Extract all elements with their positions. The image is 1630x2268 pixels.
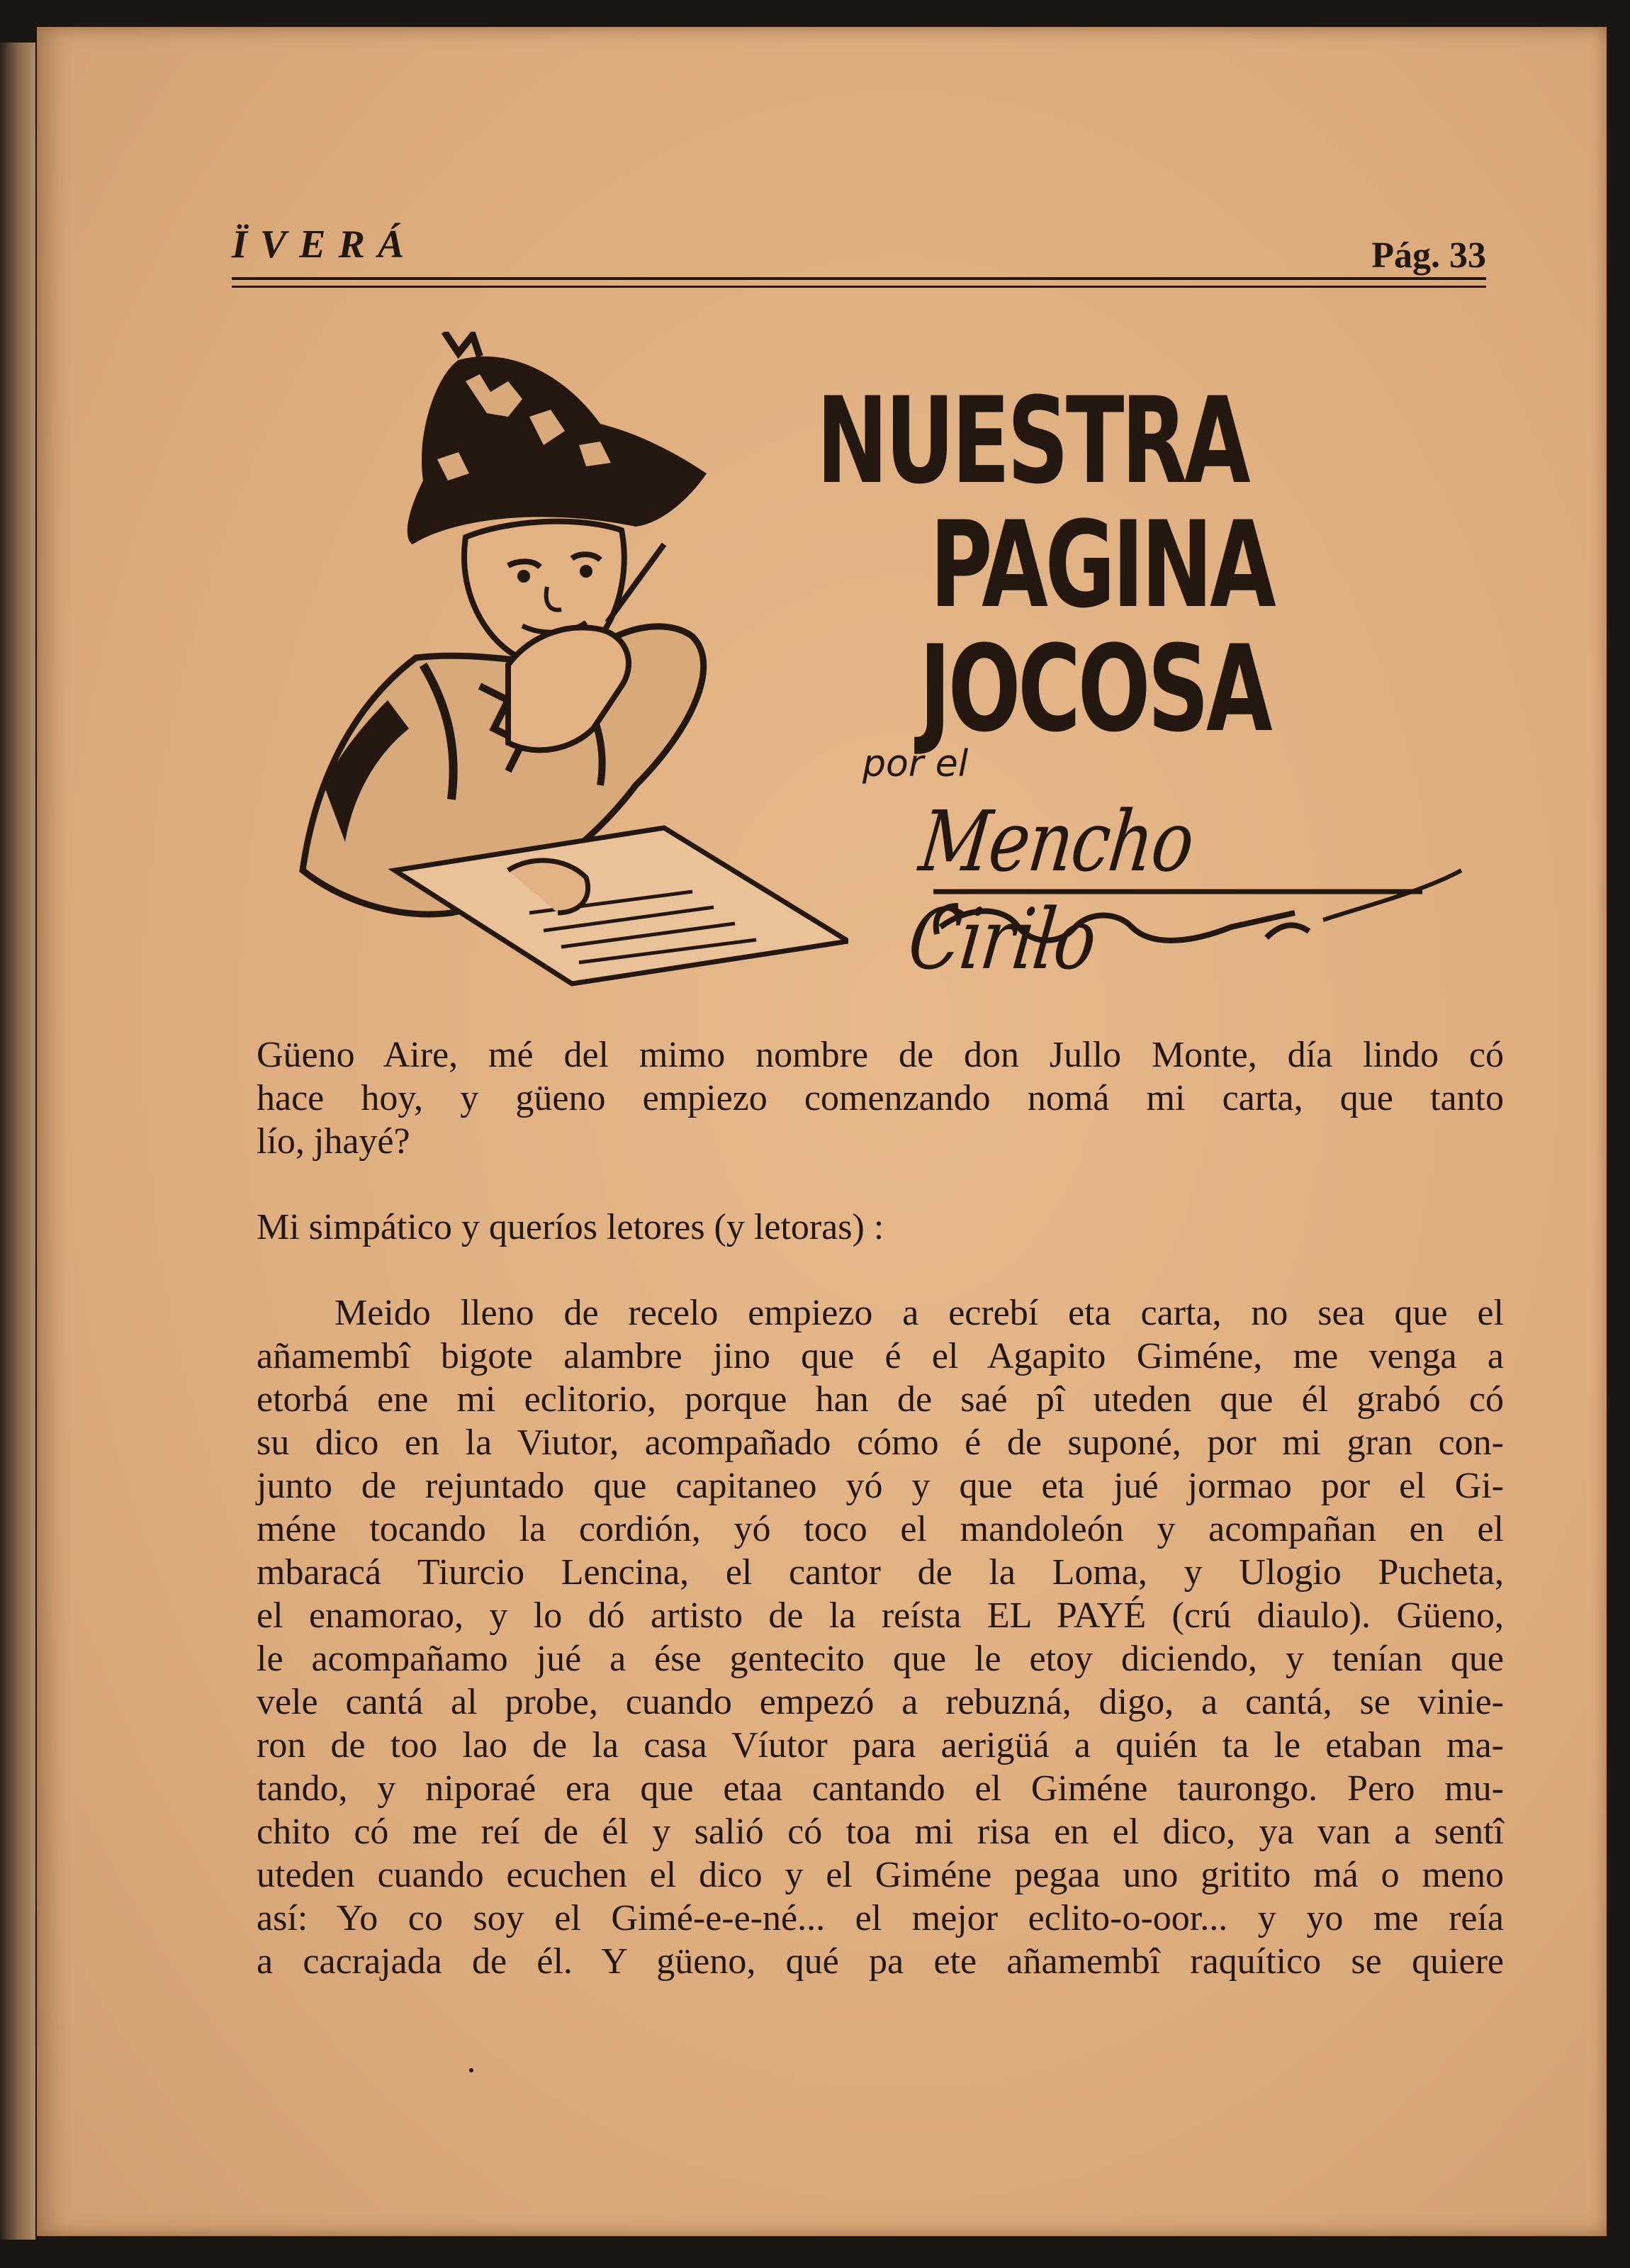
header-rule (232, 277, 1486, 280)
text-line: méne tocando la cordión, yó toco el mandoleón y acompañan en el (257, 1509, 1504, 1549)
text-line: vele cantá al probe, cuando empezó a rebuzná, digo, a cantá, se vinie- (257, 1682, 1504, 1722)
magazine-page (37, 27, 1607, 2236)
author-signature-block (904, 785, 1465, 988)
heading-line-1: NUESTRA (816, 371, 1248, 510)
ink-speck (469, 2068, 473, 2072)
text-line: mbaracá Tiurcio Lencina, el cantor de la Loma, y Ulogio Pucheta, (257, 1552, 1504, 1593)
greeting-line: Mi simpático y queríos letores (y letoras) : (257, 1207, 884, 1247)
text-line: tando, y niporaé era que etaa cantando el Giméne taurongo. Pero mu- (257, 1768, 1504, 1809)
text-line: uteden cuando ecuchen el dico y el Giméne pegaa uno gritito má o meno (257, 1855, 1504, 1895)
signature-flourish-icon (926, 785, 1465, 970)
byline-prefix: por el (862, 743, 969, 785)
boy-writing-letter-illustration (296, 332, 848, 991)
text-line: ron de too lao de la casa Víutor para aerigüá a quién ta le etaban ma- (257, 1725, 1504, 1765)
text-line: añamembî bigote alambre jino que é el Agapito Giméne, me venga a (257, 1336, 1504, 1376)
text-line: el enamorao, y lo dó artisto de la reísta EL PAYÉ (crú diaulo). Güeno, (257, 1595, 1504, 1636)
heading-line-3: JOCOSA (919, 619, 1270, 758)
text-line: así: Yo co soy el Gimé-e-e-né... el mejor eclito-o-oor... y yo me reía (257, 1898, 1504, 1938)
magazine-title: ÏVERÁ (232, 223, 417, 266)
text-line: chito có me reí de él y salió có toa mi risa en el dico, ya van a sentî (257, 1812, 1504, 1852)
text-line: Meido lleno de recelo empiezo a ecrebí eta carta, no sea que el (335, 1293, 1504, 1333)
text-line: lío, jhayé? (257, 1121, 410, 1162)
text-line: junto de rejuntado que capitaneo yó y que eta jué jormao por el Gi- (257, 1466, 1504, 1506)
text-line: su dico en la Viutor, acompañado cómo é de suponé, por mi gran con- (257, 1422, 1504, 1463)
heading-line-2: PAGINA (930, 495, 1274, 634)
section-heading-block (296, 332, 1465, 991)
text-line: etorbá ene mi eclitorio, porque han de saé pî uteden que él grabó có (257, 1379, 1504, 1420)
text-line: hace hoy, y güeno empiezo comenzando nomá mi carta, que tanto (257, 1078, 1504, 1118)
text-line: Güeno Aire, mé del mimo nombre de don Jullo Monte, día lindo có (257, 1035, 1504, 1075)
author-signature: Mencho Cirilo (904, 792, 1198, 988)
opening-salutation (257, 1033, 1504, 1163)
body-paragraph (257, 1291, 1504, 1983)
article-text (257, 1033, 1504, 1983)
book-spine (0, 43, 35, 2240)
text-line: le acompañamo jué a ése gentecito que le etoy diciendo, y tenían que (257, 1639, 1504, 1679)
text-line: a cacrajada de él. Y güeno, qué pa ete añamembî raquítico se quiere (257, 1941, 1504, 1982)
page-number: Pág. 33 (1371, 235, 1486, 276)
page-header (232, 193, 1486, 293)
header-rule-thin (232, 286, 1486, 288)
